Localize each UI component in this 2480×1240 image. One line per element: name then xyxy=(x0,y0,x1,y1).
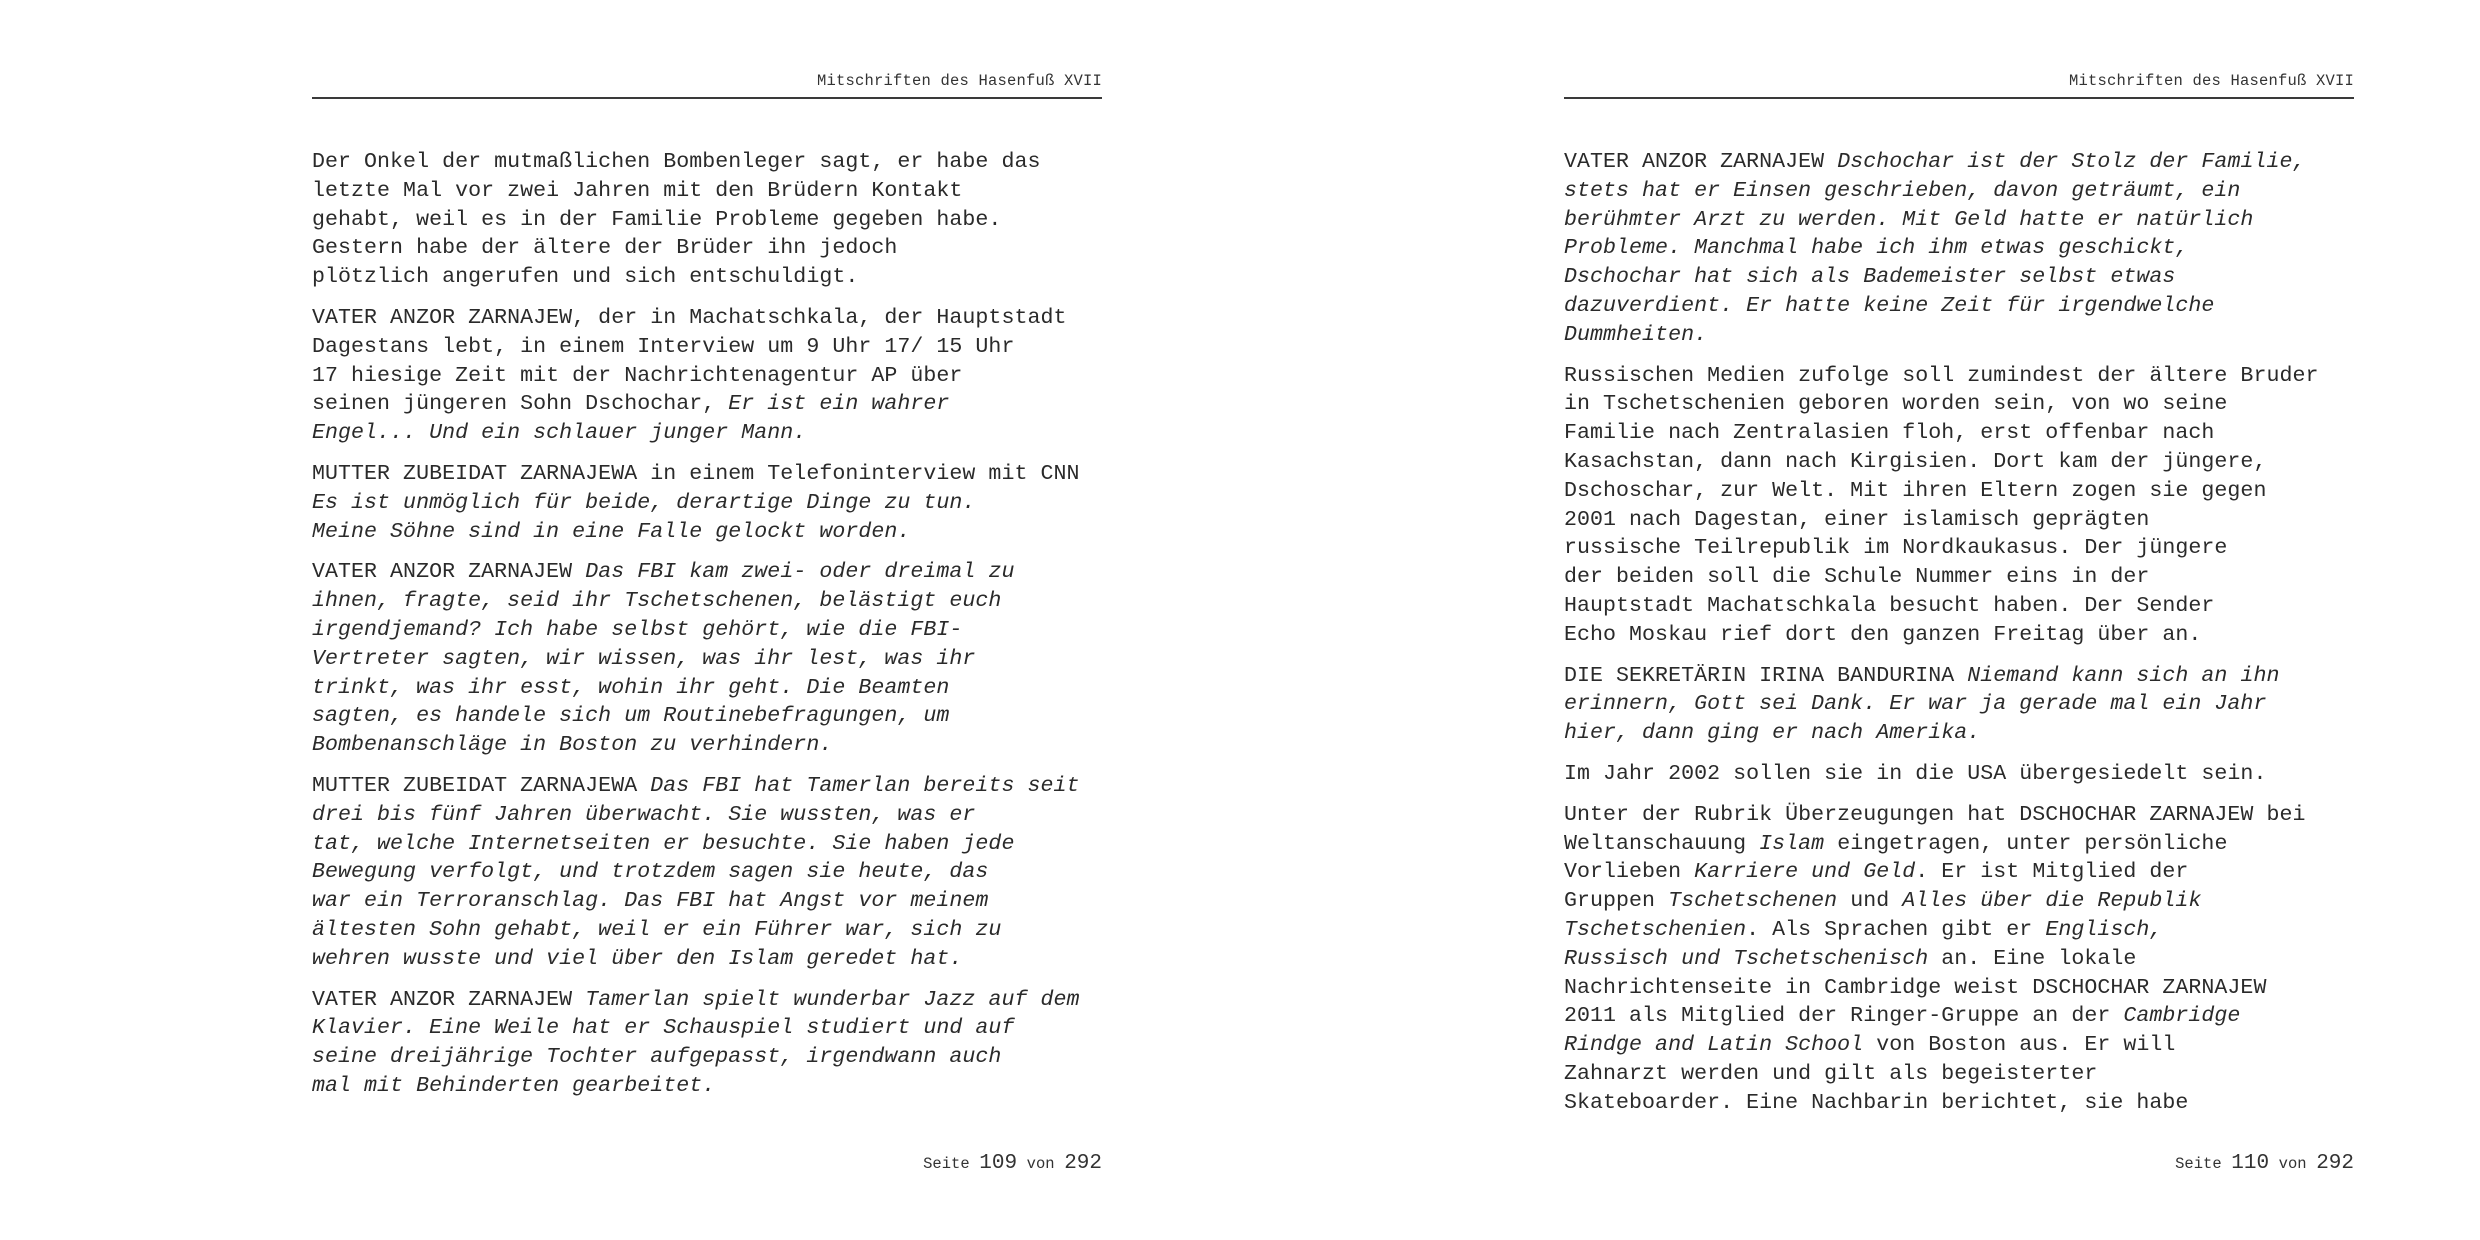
text-line xyxy=(1564,419,2354,448)
text-segment: VATER ANZOR ZARNAJEW xyxy=(312,560,586,585)
page-number xyxy=(2175,1152,2354,1175)
text-line xyxy=(1564,858,2354,887)
text-line xyxy=(312,887,1102,916)
text-line xyxy=(312,460,1102,489)
text-segment: Gestern habe der ältere der Brüder ihn jedoch xyxy=(312,236,898,261)
text-line xyxy=(312,558,1102,587)
text-segment: 2001 nach Dagestan, einer islamisch geprägten xyxy=(1564,507,2150,532)
text-line xyxy=(1564,1002,2354,1031)
text-line xyxy=(1564,887,2354,916)
left-page xyxy=(312,0,1102,1240)
text-line xyxy=(312,801,1102,830)
text-line xyxy=(1564,1060,2354,1089)
text-line xyxy=(312,518,1102,547)
text-line xyxy=(312,263,1102,292)
italic-segment: Rindge and Latin School xyxy=(1564,1033,1864,1058)
text-segment: . Als Sprachen gibt er xyxy=(1746,917,2046,942)
italic-segment: Cambridge xyxy=(2123,1004,2241,1029)
text-segment: und xyxy=(1837,889,1903,914)
paragraph xyxy=(312,148,1102,292)
text-line xyxy=(312,489,1102,518)
text-line xyxy=(312,1014,1102,1043)
text-line xyxy=(1564,448,2354,477)
text-line xyxy=(312,362,1102,391)
text-segment: Nachrichtenseite in Cambridge weist DSCHOCHAR ZARNAJEW xyxy=(1564,975,2267,1000)
paragraph xyxy=(1564,148,2354,350)
italic-segment: Engel... Und ein schlauer junger Mann. xyxy=(312,421,807,446)
footer-seite-label: Seite xyxy=(2175,1155,2222,1173)
paragraph xyxy=(1564,801,2354,1118)
text-line xyxy=(1564,830,2354,859)
text-line xyxy=(1564,621,2354,650)
italic-segment: berühmter Arzt zu werden. Mit Geld hatte er natürlich xyxy=(1564,207,2254,232)
italic-segment: dazuverdient. Er hatte keine Zeit für irgendwelche xyxy=(1564,293,2215,318)
paragraph xyxy=(1564,662,2354,748)
text-segment: Hauptstadt Machatschkala besucht haben. Der Sender xyxy=(1564,593,2215,618)
text-segment: russische Teilrepublik im Nordkaukasus. Der jüngere xyxy=(1564,536,2228,561)
text-line xyxy=(312,390,1102,419)
italic-segment: Klavier. Eine Weile hat er Schauspiel studiert und auf xyxy=(312,1016,1015,1041)
text-line xyxy=(1564,719,2354,748)
footer-total-pages: 292 xyxy=(2316,1152,2354,1175)
text-segment: eingetragen, unter persönliche xyxy=(1824,831,2228,856)
page-number xyxy=(923,1152,1102,1175)
italic-segment: Bombenanschläge in Boston zu verhindern. xyxy=(312,733,833,758)
italic-segment: Er ist ein wahrer xyxy=(728,392,950,417)
italic-segment: Alles über die Republik xyxy=(1902,889,2202,914)
text-line xyxy=(312,616,1102,645)
paragraph xyxy=(1564,362,2354,650)
text-line xyxy=(1564,690,2354,719)
paragraph xyxy=(312,772,1102,974)
text-line xyxy=(312,1072,1102,1101)
text-line xyxy=(1564,563,2354,592)
text-line xyxy=(312,234,1102,263)
text-segment: gehabt, weil es in der Familie Probleme gegeben habe. xyxy=(312,207,1002,232)
italic-segment: sagten, es handele sich um Routinebefragungen, um xyxy=(312,704,950,729)
text-segment: Weltanschauung xyxy=(1564,831,1760,856)
text-line xyxy=(312,206,1102,235)
text-line xyxy=(312,645,1102,674)
italic-segment: Niemand kann sich an ihn xyxy=(1967,663,2280,688)
footer-von-label: von xyxy=(2278,1155,2307,1173)
italic-segment: Tschetschenien xyxy=(1564,917,1747,942)
text-segment: an. Eine lokale xyxy=(1928,946,2137,971)
text-segment: Gruppen xyxy=(1564,889,1669,914)
italic-segment: Meine Söhne sind in eine Falle gelockt worden. xyxy=(312,519,911,544)
text-line xyxy=(312,702,1102,731)
italic-segment: Tamerlan spielt wunderbar Jazz auf dem xyxy=(585,987,1080,1012)
italic-segment: Probleme. Manchmal habe ich ihm etwas geschickt, xyxy=(1564,236,2189,261)
italic-segment: Tschetschenen xyxy=(1668,889,1838,914)
italic-segment: drei bis fünf Jahren überwacht. Sie wussten, was er xyxy=(312,802,976,827)
italic-segment: Das FBI hat Tamerlan bereits seit xyxy=(650,773,1080,798)
paragraph xyxy=(312,986,1102,1101)
italic-segment: Englisch, xyxy=(2045,917,2163,942)
text-line xyxy=(312,333,1102,362)
italic-segment: war ein Terroranschlag. Das FBI hat Angst vor meinem xyxy=(312,889,989,914)
header-rule xyxy=(1564,97,2354,99)
text-line xyxy=(1564,477,2354,506)
italic-segment: Vertreter sagten, wir wissen, was ihr lest, was ihr xyxy=(312,646,976,671)
text-line xyxy=(1564,1031,2354,1060)
paragraph xyxy=(312,460,1102,546)
footer-page-number: 110 xyxy=(2231,1152,2270,1175)
text-line xyxy=(312,945,1102,974)
text-segment: Skateboarder. Eine Nachbarin berichtet, sie habe xyxy=(1564,1090,2189,1115)
text-line xyxy=(1564,916,2354,945)
text-segment: Echo Moskau rief dort den ganzen Freitag über an. xyxy=(1564,622,2202,647)
text-segment: seinen jüngeren Sohn Dschochar, xyxy=(312,392,729,417)
italic-segment: Russisch und Tschetschenisch xyxy=(1564,946,1929,971)
text-line xyxy=(312,674,1102,703)
text-segment: VATER ANZOR ZARNAJEW xyxy=(1564,150,1838,174)
text-line xyxy=(1564,945,2354,974)
italic-segment: tat, welche Internetseiten er besuchte. Sie haben jede xyxy=(312,831,1015,856)
text-line xyxy=(1564,234,2354,263)
text-line xyxy=(312,772,1102,801)
text-segment: in Tschetschenien geboren worden sein, von wo seine xyxy=(1564,392,2228,417)
text-line xyxy=(1564,177,2354,206)
text-line xyxy=(312,986,1102,1015)
italic-segment: stets hat er Einsen geschrieben, davon geträumt, ein xyxy=(1564,178,2241,203)
text-segment: Dschoschar, zur Welt. Mit ihren Eltern zogen sie gegen xyxy=(1564,478,2267,503)
footer-page-number: 109 xyxy=(979,1152,1018,1175)
text-segment: Kasachstan, dann nach Kirgisien. Dort kam der jüngere, xyxy=(1564,449,2267,474)
text-segment: plötzlich angerufen und sich entschuldigt. xyxy=(312,265,859,290)
text-segment: von Boston aus. Er will xyxy=(1863,1033,2176,1058)
italic-segment: Bewegung verfolgt, und trotzdem sagen sie heute, das xyxy=(312,860,989,885)
italic-segment: Islam xyxy=(1759,831,1825,856)
text-line xyxy=(1564,760,2354,789)
footer-total-pages: 292 xyxy=(1064,1152,1102,1175)
text-segment: DIE SEKRETÄRIN IRINA BANDURINA xyxy=(1564,663,1968,688)
text-line xyxy=(312,148,1102,177)
text-line xyxy=(1564,263,2354,292)
text-segment: 2011 als Mitglied der Ringer-Gruppe an der xyxy=(1564,1004,2124,1029)
italic-segment: ältesten Sohn gehabt, weil er ein Führer war, sich zu xyxy=(312,917,1002,942)
italic-segment: Das FBI kam zwei- oder dreimal zu xyxy=(585,560,1015,585)
text-line xyxy=(312,419,1102,448)
running-head: Mitschriften des Hasenfuß XVII xyxy=(2068,72,2354,90)
text-segment: Im Jahr 2002 sollen sie in die USA übergesiedelt sein. xyxy=(1564,761,2267,786)
text-line xyxy=(312,177,1102,206)
text-line xyxy=(1564,148,2354,177)
footer-seite-label: Seite xyxy=(923,1155,970,1173)
text-line xyxy=(312,830,1102,859)
text-line xyxy=(1564,292,2354,321)
italic-segment: Karriere und Geld xyxy=(1694,860,1916,885)
italic-segment: ihnen, fragte, seid ihr Tschetschenen, belästigt euch xyxy=(312,589,1002,614)
text-line xyxy=(1564,1089,2354,1118)
text-line xyxy=(1564,390,2354,419)
text-segment: Zahnarzt werden und gilt als begeisterter xyxy=(1564,1061,2098,1086)
text-segment: 17 hiesige Zeit mit der Nachrichtenagentur AP über xyxy=(312,363,963,388)
text-line xyxy=(1564,662,2354,691)
text-line xyxy=(1564,534,2354,563)
italic-segment: hier, dann ging er nach Amerika. xyxy=(1564,721,1981,746)
italic-segment: irgendjemand? Ich habe selbst gehört, wie die FBI- xyxy=(312,617,963,642)
text-segment: Vorlieben xyxy=(1564,860,1695,885)
text-line xyxy=(1564,592,2354,621)
body-text xyxy=(312,148,1102,1113)
text-line xyxy=(1564,974,2354,1003)
text-segment: . Er ist Mitglied der xyxy=(1915,860,2189,885)
text-segment: Dagestans lebt, in einem Interview um 9 Uhr 17/ 15 Uhr xyxy=(312,334,1015,359)
italic-segment: wehren wusste und viel über den Islam geredet hat. xyxy=(312,946,963,971)
text-segment: der beiden soll die Schule Nummer eins in der xyxy=(1564,565,2150,590)
text-line xyxy=(1564,506,2354,535)
paragraph xyxy=(312,304,1102,448)
text-segment: MUTTER ZUBEIDAT ZARNAJEWA xyxy=(312,773,651,798)
paragraph xyxy=(312,558,1102,760)
text-segment: Russischen Medien zufolge soll zumindest der ältere Bruder xyxy=(1564,363,2319,388)
paragraph xyxy=(1564,760,2354,789)
body-text xyxy=(1564,148,2354,1130)
right-page xyxy=(1564,0,2354,1240)
header-rule xyxy=(312,97,1102,99)
text-line xyxy=(312,858,1102,887)
italic-segment: erinnern, Gott sei Dank. Er war ja gerade mal ein Jahr xyxy=(1564,692,2267,717)
text-segment: VATER ANZOR ZARNAJEW, der in Machatschkala, der Hauptstadt xyxy=(312,305,1067,330)
italic-segment: Dummheiten. xyxy=(1564,322,1708,347)
italic-segment: Es ist unmöglich für beide, derartige Dinge zu tun. xyxy=(312,490,976,515)
text-segment: MUTTER ZUBEIDAT ZARNAJEWA in einem Telefoninterview mit CNN xyxy=(312,461,1080,486)
text-line xyxy=(312,1043,1102,1072)
italic-segment: seine dreijährige Tochter aufgepasst, irgendwann auch xyxy=(312,1045,1002,1070)
running-head: Mitschriften des Hasenfuß XVII xyxy=(816,72,1102,90)
text-line xyxy=(1564,206,2354,235)
italic-segment: mal mit Behinderten gearbeitet. xyxy=(312,1073,716,1098)
text-line xyxy=(312,916,1102,945)
footer-von-label: von xyxy=(1026,1155,1055,1173)
text-line xyxy=(312,731,1102,760)
text-segment: VATER ANZOR ZARNAJEW xyxy=(312,987,586,1012)
text-segment: Familie nach Zentralasien floh, erst offenbar nach xyxy=(1564,421,2215,446)
italic-segment: Dschochar hat sich als Bademeister selbst etwas xyxy=(1564,265,2176,290)
italic-segment: Dschochar ist der Stolz der Familie, xyxy=(1837,150,2306,174)
text-line xyxy=(1564,321,2354,350)
text-segment: Der Onkel der mutmaßlichen Bombenleger sagt, er habe das xyxy=(312,150,1041,174)
text-line xyxy=(312,587,1102,616)
text-line xyxy=(1564,362,2354,391)
italic-segment: trinkt, was ihr esst, wohin ihr geht. Die Beamten xyxy=(312,675,950,700)
text-segment: Unter der Rubrik Überzeugungen hat DSCHOCHAR ZARNAJEW bei xyxy=(1564,802,2306,827)
text-line xyxy=(1564,801,2354,830)
text-segment: letzte Mal vor zwei Jahren mit den Brüdern Kontakt xyxy=(312,178,963,203)
text-line xyxy=(312,304,1102,333)
